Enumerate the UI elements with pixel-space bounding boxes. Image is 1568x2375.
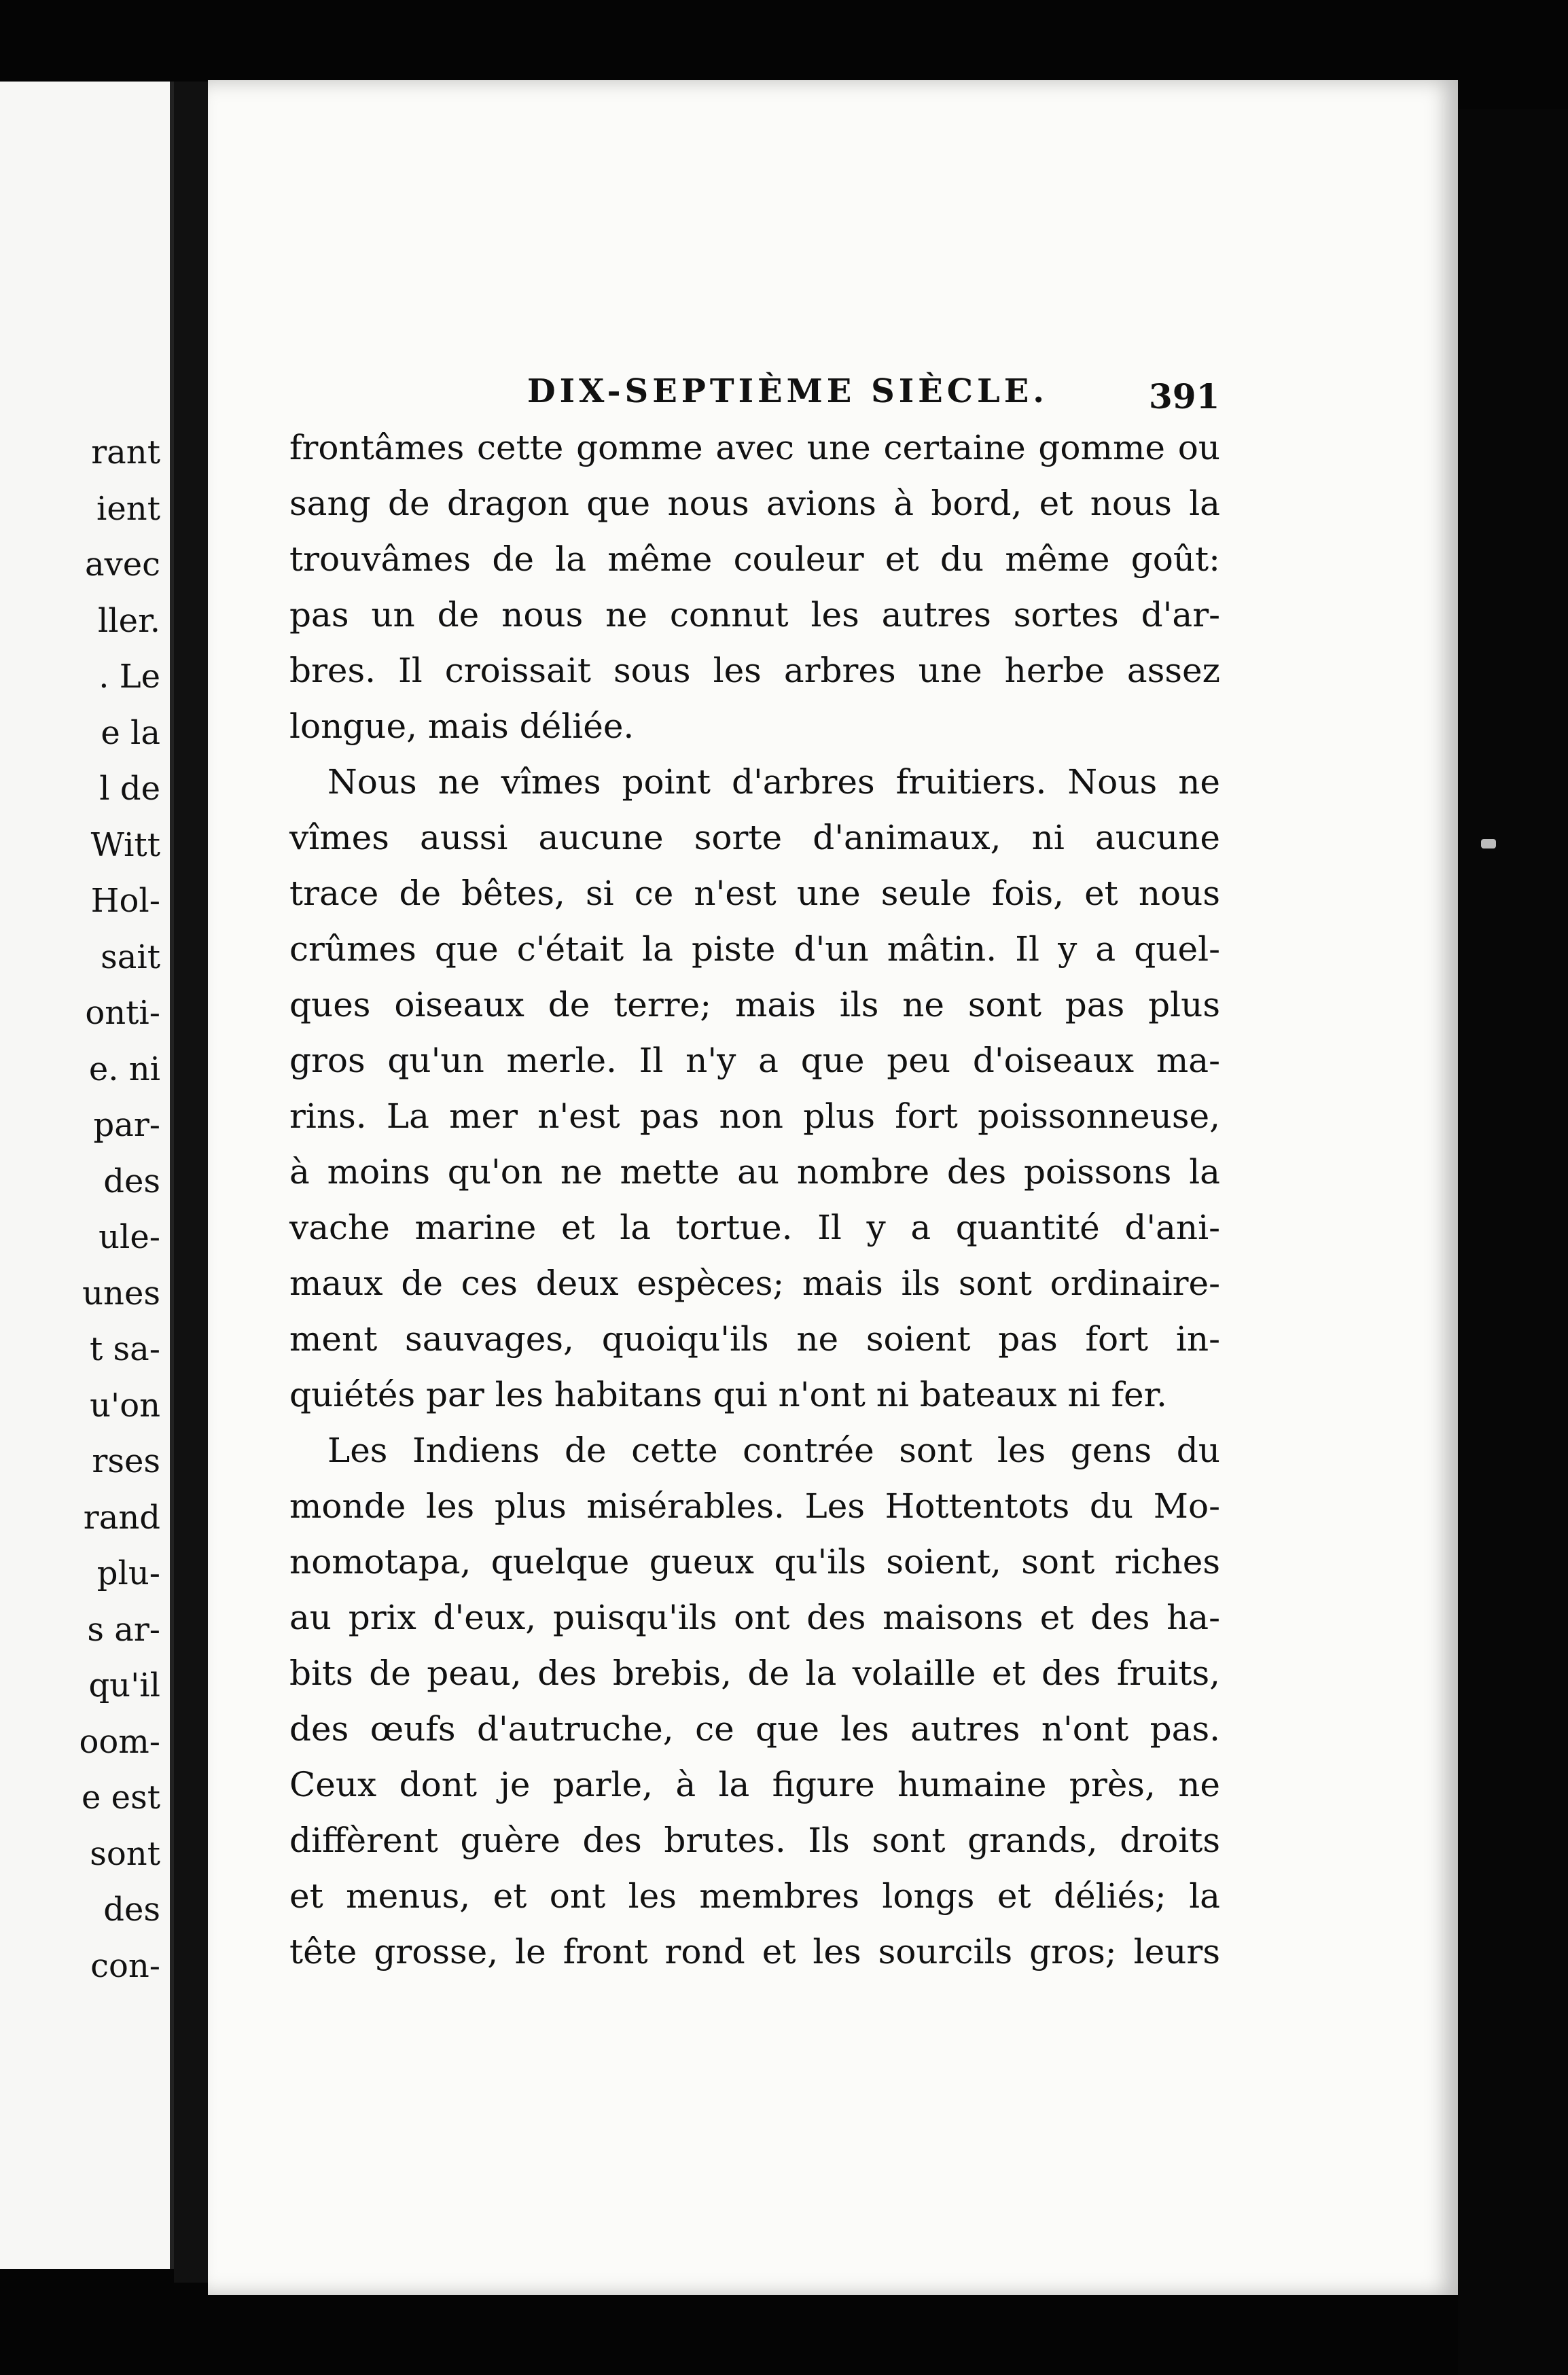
left-line-fragment: e la [101, 713, 160, 752]
left-line-fragment: rand [83, 1498, 160, 1537]
text-line: Ceux dont je parle, à la figure humaine près, ne [289, 1765, 1220, 1804]
text-line: maux de ces deux espèces; mais ils sont ordinaire- [289, 1264, 1220, 1303]
text-line: tête grosse, le front rond et les sourcils gros; leurs [289, 1932, 1220, 1971]
page-number: 391 [1149, 376, 1220, 416]
text-line: nomotapa, quelque gueux qu'ils soient, sont riches [289, 1542, 1220, 1582]
page-header [208, 372, 1458, 420]
left-line-fragment: Witt [90, 825, 160, 864]
text-line: gros qu'un merle. Il n'y a que peu d'oiseaux ma- [289, 1041, 1220, 1080]
text-line: vîmes aussi aucune sorte d'animaux, ni aucune [289, 818, 1220, 857]
left-line-fragment: onti- [85, 994, 160, 1032]
left-line-fragment: l de [99, 770, 160, 808]
text-line: ques oiseaux de terre; mais ils ne sont pas plus [289, 985, 1220, 1024]
text-line: diffèrent guère des brutes. Ils sont grands, droits [289, 1821, 1220, 1860]
text-line: rins. La mer n'est pas non plus fort poissonneuse, [289, 1096, 1220, 1136]
right-page [208, 80, 1458, 2295]
text-line: au prix d'eux, puisqu'ils ont des maisons et des ha- [289, 1598, 1220, 1637]
body-text [289, 420, 1220, 1980]
left-line-fragment: rant [91, 433, 160, 471]
left-line-fragment: Hol- [90, 882, 160, 920]
left-facing-page [0, 82, 174, 2269]
left-line-fragment: u'on [90, 1386, 160, 1425]
left-line-fragment: plu- [96, 1554, 160, 1592]
left-line-fragment: ule- [99, 1218, 160, 1256]
text-line: trouvâmes de la même couleur et du même goût: [289, 539, 1220, 579]
text-line: quiétés par les habitans qui n'ont ni bateaux ni fer. [289, 1375, 1167, 1414]
left-line-fragment: s ar- [87, 1610, 160, 1649]
text-line: bres. Il croissait sous les arbres une herbe assez [289, 651, 1220, 690]
left-line-fragment: avec [84, 546, 160, 584]
left-line-fragment: ient [96, 489, 160, 528]
left-line-fragment: e est [82, 1779, 160, 1817]
text-line: des œufs d'autruche, ce que les autres n'ont pas. [289, 1709, 1220, 1749]
text-line: longue, mais déliée. [289, 707, 635, 746]
left-line-fragment: t sa- [89, 1330, 160, 1368]
left-line-fragment: des [103, 1891, 160, 1929]
text-line: bits de peau, des brebis, de la volaille et des fruits, [289, 1654, 1220, 1693]
text-line: pas un de nous ne connut les autres sortes d'ar- [289, 595, 1220, 635]
text-line: frontâmes cette gomme avec une certaine gomme ou [289, 428, 1220, 467]
text-line: Nous ne vîmes point d'arbres fruitiers. Nous ne [327, 762, 1220, 802]
left-line-fragment: par- [93, 1106, 160, 1144]
left-line-fragment: unes [82, 1274, 160, 1312]
running-head: DIX-SEPTIÈME SIÈCLE. [527, 372, 1049, 410]
text-line: sang de dragon que nous avions à bord, et nous la [289, 484, 1220, 523]
left-line-fragment: sont [90, 1834, 160, 1873]
left-line-fragment: sait [101, 938, 160, 976]
book-gutter [174, 82, 208, 2283]
left-line-fragment: con- [90, 1946, 160, 1985]
text-line: à moins qu'on ne mette au nombre des poissons la [289, 1152, 1220, 1192]
left-line-fragment: rses [92, 1442, 160, 1480]
left-line-fragment: ller. [97, 601, 160, 640]
left-line-fragment: oom- [79, 1722, 160, 1761]
text-line: crûmes que c'était la piste d'un mâtin. Il y a quel- [289, 929, 1220, 969]
left-line-fragment: . Le [99, 658, 160, 696]
left-page-text [0, 425, 170, 1994]
text-line: ment sauvages, quoiqu'ils ne soient pas fort in- [289, 1319, 1220, 1359]
text-line: et menus, et ont les membres longs et déliés; la [289, 1876, 1220, 1916]
text-line: vache marine et la tortue. Il y a quantité d'ani- [289, 1208, 1220, 1247]
text-line: monde les plus misérables. Les Hottentots du Mo- [289, 1486, 1220, 1526]
left-line-fragment: e. ni [88, 1050, 160, 1088]
page-edge-shadow [1458, 109, 1568, 2375]
scan-speck [1481, 839, 1496, 849]
left-line-fragment: des [103, 1162, 160, 1200]
text-line: Les Indiens de cette contrée sont les gens du [327, 1431, 1220, 1470]
left-line-fragment: qu'il [88, 1666, 160, 1704]
text-line: trace de bêtes, si ce n'est une seule fois, et nous [289, 874, 1220, 913]
